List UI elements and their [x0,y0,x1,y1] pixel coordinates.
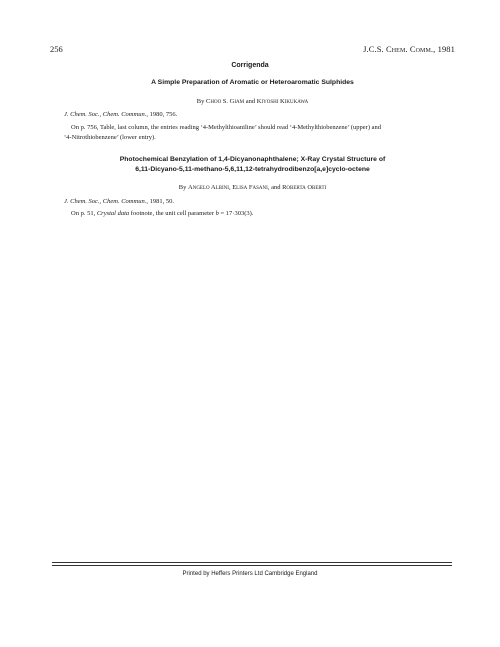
author-separator: , and [267,184,283,191]
entry-1-byline [50,98,455,105]
entry-1-title [50,78,455,88]
section-title: Corrigenda [231,62,269,69]
body-line: On p. 756, Table, last column, the entries reading ‘4-Methylthioaniline’ should read ‘4-Methylthiobenzene’ (upper) and [71,124,382,131]
citation-details: , 1981, 50. [146,198,174,205]
author-separator: , [228,184,233,191]
body-variable: b [215,210,219,217]
entry-2-citation [64,198,174,205]
entry-2-title-line-1: Photochemical Benzylation of 1,4-Dicyanonaphthalene; X-Ray Crystal Structure of [119,156,386,163]
entry-1-title-line: A Simple Preparation of Aromatic or Heteroaromatic Sulphides [151,79,354,86]
running-header [50,44,455,56]
body-italic: Crystal data [96,210,130,217]
entry-2-title-line-2: 6,11-Dicyano-5,11-methano-5,6,11,12-tetrahydrodibenzo[a,e]cyclo-octene [135,166,370,173]
author-name: Angelo Albini [188,184,229,191]
body-text: = 17·303(3). [218,210,254,217]
body-line: ‘4-Nitrothiobenzene’ (lower entry). [64,133,156,141]
page-number: 256 [50,44,63,54]
body-text: On p. 51, [71,210,97,217]
body-text: footnote, the unit cell parameter [129,210,216,217]
journal-title: Chem. Comm. [385,44,434,54]
citation-journal: J. Chem. Soc., Chem. Commun. [64,198,147,205]
journal-prefix: J.C.S. [363,44,386,54]
author-name: Kiyoshi Kikukawa [256,98,309,105]
entry-2-title [50,155,455,175]
author-name: Choo S. Giam [206,98,245,105]
author-name: Roberta Oberti [282,184,327,191]
entry-1-body [64,123,456,142]
citation-details: , 1980, 756. [146,111,178,118]
author-separator: and [244,98,257,105]
journal-name [363,44,455,54]
entry-1-citation [64,111,177,118]
author-name: Elisa Fasani [232,184,268,191]
printer-credit: Printed by Heffers Printers Ltd Cambridge England [182,571,318,577]
journal-year: , 1981 [433,44,455,54]
citation-journal: J. Chem. Soc., Chem. Commun. [64,111,147,118]
footer-rule-top [52,562,452,563]
byline-by: By [178,184,187,191]
footer-rule-bottom [52,565,452,566]
entry-2-body [64,209,456,219]
entry-2-byline [50,184,455,191]
byline-by: By [196,98,205,105]
